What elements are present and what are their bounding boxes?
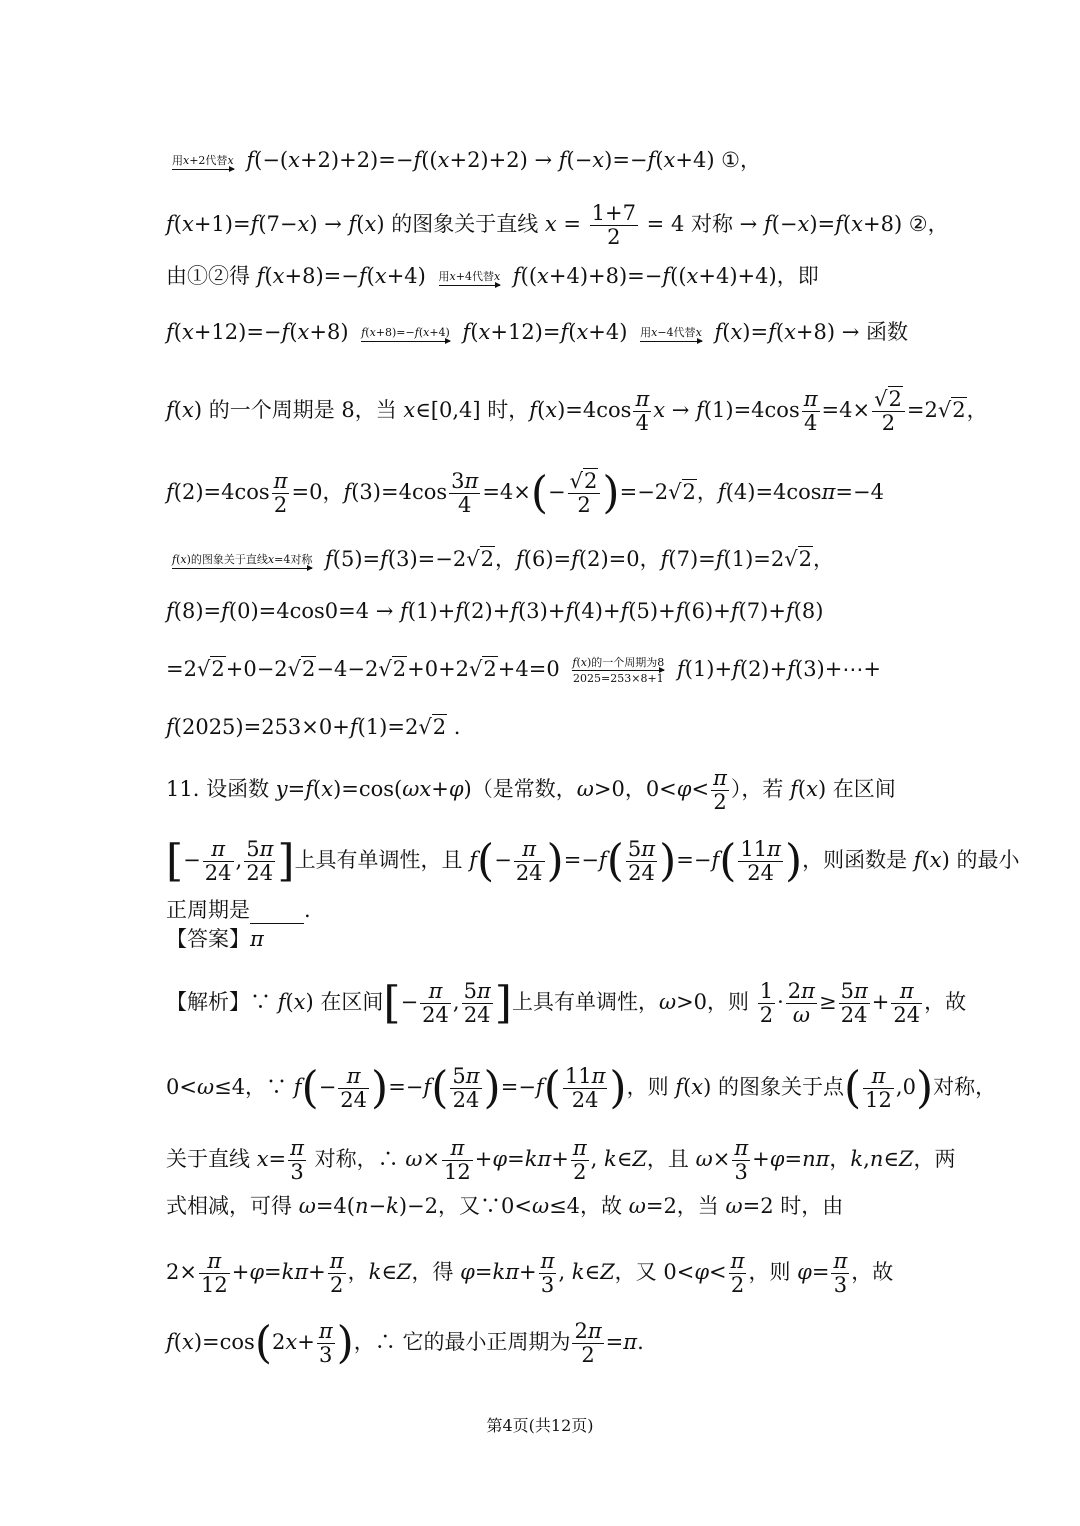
solution-line-8: f(8)=f(0)=4cos0=4 → f(1)+f(2)+f(3)+f(4)+f(5)+f(6)+f(7)+f(8) — [166, 599, 824, 623]
solution-line-9: =2√2+0−2√2−4−2√2+0+2√2+4=0 f(x)的一个周期为8 2025=253×8+1 f(1)+f(2)+f(3)+⋯+ — [166, 656, 881, 685]
solution-line-5: f(x) 的一个周期是 8，当 x∈[0,4] 时，f(x)=4cos $\frac{\pi}{4}$ x → f(1)=4cos $\frac{\pi}{4}$ =4× $\frac{√2}{2}$ =2√2， — [166, 387, 988, 436]
solution-line-7: f(x)的图象关于直线x=4对称 f(5)=f(3)=−2√2，f(6)=f(2)=0，f(7)=f(1)=2√2， — [172, 547, 834, 571]
analysis-line-3: 关于直线 x= $\frac{\pi}{3}$ 对称，∴ ω× $\frac{\pi}{12}$ +φ=kπ+ $\frac{\pi}{2}$ , k∈Z，且 ω× $\frac{\pi}{3}$ +φ=nπ，k,n∈Z，两 — [166, 1136, 956, 1185]
analysis-line-5: 2× $\frac{\pi}{12}$ +φ=kπ+ $\frac{\pi}{2}$ ，k∈Z，得 φ=kπ+ $\frac{\pi}{3}$ , k∈Z，又 0<φ< $\frac{\pi}{2}$ ，则 φ= $\frac{\pi}{3}$ ，故 — [166, 1249, 894, 1298]
analysis-line-6: f(x)=cos(2x+ $\frac{\pi}{3}$ )，∴ 它的最小正周期为 $\frac{2\pi}{2}$ =π. — [166, 1317, 644, 1369]
solution-line-1: 用x+2代替x f(−(x+2)+2)=−f((x+2)+2) → f(−x)=−f(x+4) ①， — [172, 148, 762, 172]
question-11-line-1: 11. 设函数 y=f(x)=cos(ωx+φ)（是常数，ω>0，0<φ< $\frac{\pi}{2}$ ），若 f(x) 在区间 — [166, 766, 896, 815]
solution-line-4: f(x+12)=−f(x+8) f(x+8)=−f(x+4) f(x+12)=f(x+4) 用x−4代替x f(x)=f(x+8) → 函数 — [166, 320, 909, 344]
analysis-line-4: 式相减，可得 ω=4(n−k)−2，又∵0<ω≤4，故 ω=2，当 ω=2 时，由 — [166, 1194, 844, 1218]
answer-line: 【答案】π — [166, 927, 264, 951]
symmetry-arrow: f(x)的图象关于直线x=4对称 — [172, 553, 312, 569]
analysis-line-1: 【解析】∵ f(x) 在区间[− $\frac{\pi}{24}$ , $\frac{5\pi}{24}$ ]上具有单调性，ω>0，则 $\frac{1}{2}$ · $\frac{2\pi}{\omega}$ ≥ $\frac{5\pi}{24}$ + $\frac{\pi}{24}$ ，故 — [166, 977, 967, 1029]
solution-line-2: f(x+1)=f(7−x) → f(x) 的图象关于直线 x = $\frac{1+7}{2}$ = 4 对称 → f(−x)=f(x+8) ②， — [166, 201, 949, 250]
solution-line-10: f(2025)=253×0+f(1)=2√2 . — [166, 715, 461, 739]
substitution-arrow: 用x+4代替x — [439, 270, 501, 286]
solution-line-6: f(2)=4cos $\frac{\pi}{2}$ =0，f(3)=4cos $\frac{3\pi}{4}$ =4×(− $\frac{√2}{2}$ )=−2√2，f(4)=4cosπ=−4 — [166, 467, 884, 519]
page-footer: 第4页(共12页) — [486, 1416, 594, 1435]
question-11-line-2: [− $\frac{\pi}{24}$ , $\frac{5\pi}{24}$ ]上具有单调性，且 f(− $\frac{\pi}{24}$ )=−f( $\frac{5\pi}{24}$ )=−f( $\frac{11\pi}{24}$ )，则函数是 f(x) 的最小 — [166, 835, 1020, 887]
period-arrow: f(x)的一个周期为8 2025=253×8+1 — [572, 656, 665, 685]
solution-line-3: 由①②得 f(x+8)=−f(x+4) 用x+4代替x f((x+4)+8)=−f((x+4)+4)，即 — [166, 264, 819, 288]
analysis-line-2: 0<ω≤4，∵ f(− $\frac{\pi}{24}$ )=−f( $\frac{5\pi}{24}$ )=−f( $\frac{11\pi}{24}$ )，则 f(x) 的图象关于点( $\frac{\pi}{12}$ ,0)对称， — [166, 1062, 997, 1114]
substitution-arrow: f(x+8)=−f(x+4) — [361, 326, 450, 342]
answer-blank — [250, 905, 304, 924]
substitution-arrow: 用x+2代替x — [172, 154, 234, 170]
substitution-arrow: 用x−4代替x — [640, 326, 702, 342]
question-11-line-3: 正周期是 . — [166, 898, 311, 922]
